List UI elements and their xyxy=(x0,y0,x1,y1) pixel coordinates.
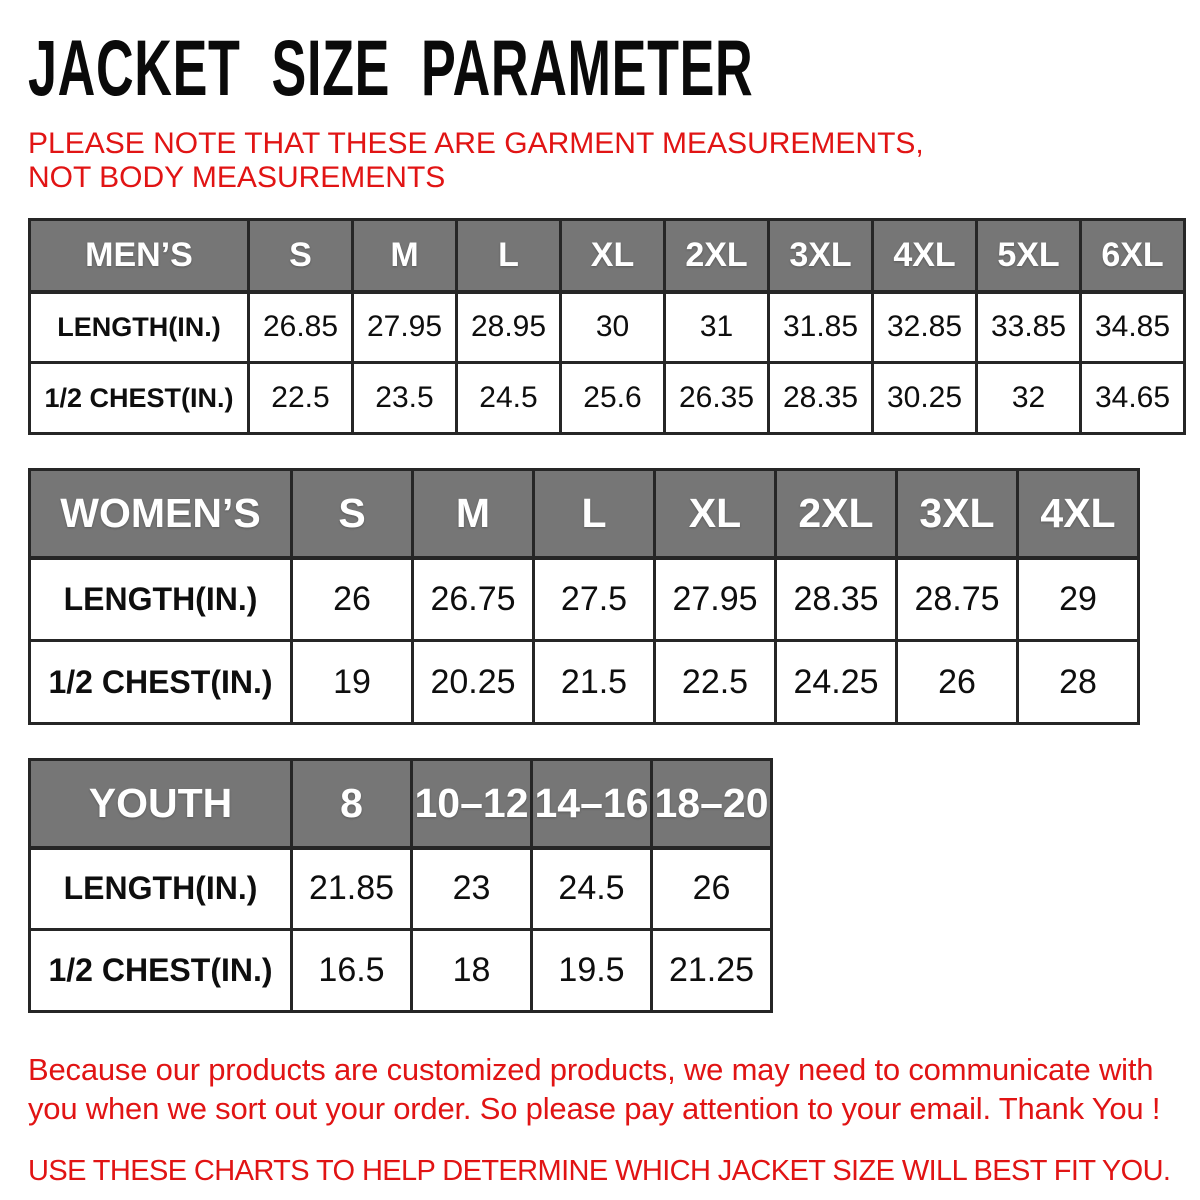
value-cell: 24.5 xyxy=(532,848,652,930)
size-header-cell: 6XL xyxy=(1081,220,1185,292)
page-title: JACKET SIZE PARAMETER xyxy=(28,23,754,112)
youth-size-table xyxy=(28,758,773,1013)
value-cell: 20.25 xyxy=(413,641,534,724)
value-cell: 28 xyxy=(1018,641,1139,724)
value-cell: 31.85 xyxy=(769,292,873,363)
mens-chest-row xyxy=(30,363,1185,434)
chart-usage-instruction: USE THESE CHARTS TO HELP DETERMINE WHICH JACKET SIZE WILL BEST FIT YOU. xyxy=(28,1154,1171,1187)
mens-header-row xyxy=(30,220,1185,292)
value-cell: 28.35 xyxy=(769,363,873,434)
value-cell: 21.5 xyxy=(534,641,655,724)
value-cell: 30.25 xyxy=(873,363,977,434)
mens-length-row xyxy=(30,292,1185,363)
value-cell: 26.35 xyxy=(665,363,769,434)
value-cell: 19.5 xyxy=(532,930,652,1012)
row-label-cell: 1/2 CHEST(IN.) xyxy=(30,641,292,724)
value-cell: 28.75 xyxy=(897,558,1018,641)
size-header-cell: L xyxy=(534,470,655,558)
value-cell: 29 xyxy=(1018,558,1139,641)
size-header-cell: 14–16 xyxy=(532,760,652,848)
size-header-cell: 2XL xyxy=(665,220,769,292)
size-header-cell: 2XL xyxy=(776,470,897,558)
value-cell: 32.85 xyxy=(873,292,977,363)
value-cell: 28.35 xyxy=(776,558,897,641)
value-cell: 21.25 xyxy=(652,930,772,1012)
size-header-cell: 5XL xyxy=(977,220,1081,292)
womens-length-row xyxy=(30,558,1139,641)
size-header-cell: L xyxy=(457,220,561,292)
value-cell: 24.25 xyxy=(776,641,897,724)
row-label-cell: 1/2 CHEST(IN.) xyxy=(30,363,249,434)
womens-chest-row xyxy=(30,641,1139,724)
size-header-cell: 18–20 xyxy=(652,760,772,848)
value-cell: 26 xyxy=(652,848,772,930)
mens-size-table xyxy=(28,218,1186,435)
mens-table-title-cell: MEN’S xyxy=(30,220,249,292)
value-cell: 21.85 xyxy=(292,848,412,930)
value-cell: 23 xyxy=(412,848,532,930)
value-cell: 23.5 xyxy=(353,363,457,434)
value-cell: 19 xyxy=(292,641,413,724)
womens-size-table xyxy=(28,468,1140,725)
size-header-cell: S xyxy=(292,470,413,558)
custom-order-notice: Because our products are customized products, we may need to communicate with you when we sort out your order. So please pay attention to your email. Thank You ! xyxy=(28,1052,1161,1126)
size-header-cell: M xyxy=(413,470,534,558)
size-header-cell: S xyxy=(249,220,353,292)
value-cell: 26.85 xyxy=(249,292,353,363)
value-cell: 16.5 xyxy=(292,930,412,1012)
row-label-cell: 1/2 CHEST(IN.) xyxy=(30,930,292,1012)
value-cell: 27.95 xyxy=(655,558,776,641)
size-header-cell: M xyxy=(353,220,457,292)
youth-chest-row xyxy=(30,930,772,1012)
size-header-cell: 10–12 xyxy=(412,760,532,848)
value-cell: 27.95 xyxy=(353,292,457,363)
value-cell: 22.5 xyxy=(655,641,776,724)
row-label-cell: LENGTH(IN.) xyxy=(30,848,292,930)
size-header-cell: 4XL xyxy=(873,220,977,292)
size-header-cell: 3XL xyxy=(897,470,1018,558)
value-cell: 33.85 xyxy=(977,292,1081,363)
value-cell: 18 xyxy=(412,930,532,1012)
value-cell: 26 xyxy=(292,558,413,641)
value-cell: 27.5 xyxy=(534,558,655,641)
size-header-cell: XL xyxy=(561,220,665,292)
value-cell: 32 xyxy=(977,363,1081,434)
value-cell: 30 xyxy=(561,292,665,363)
row-label-cell: LENGTH(IN.) xyxy=(30,558,292,641)
youth-header-row xyxy=(30,760,772,848)
womens-header-row xyxy=(30,470,1139,558)
value-cell: 34.65 xyxy=(1081,363,1185,434)
womens-table-title-cell: WOMEN’S xyxy=(30,470,292,558)
value-cell: 34.85 xyxy=(1081,292,1185,363)
row-label-cell: LENGTH(IN.) xyxy=(30,292,249,363)
value-cell: 22.5 xyxy=(249,363,353,434)
value-cell: 26 xyxy=(897,641,1018,724)
size-header-cell: 3XL xyxy=(769,220,873,292)
garment-measurement-note: PLEASE NOTE THAT THESE ARE GARMENT MEASUREMENTS, NOT BODY MEASUREMENTS xyxy=(28,127,924,194)
size-header-cell: 4XL xyxy=(1018,470,1139,558)
youth-length-row xyxy=(30,848,772,930)
value-cell: 31 xyxy=(665,292,769,363)
value-cell: 25.6 xyxy=(561,363,665,434)
value-cell: 24.5 xyxy=(457,363,561,434)
size-header-cell: XL xyxy=(655,470,776,558)
value-cell: 26.75 xyxy=(413,558,534,641)
value-cell: 28.95 xyxy=(457,292,561,363)
size-header-cell: 8 xyxy=(292,760,412,848)
youth-table-title-cell: YOUTH xyxy=(30,760,292,848)
